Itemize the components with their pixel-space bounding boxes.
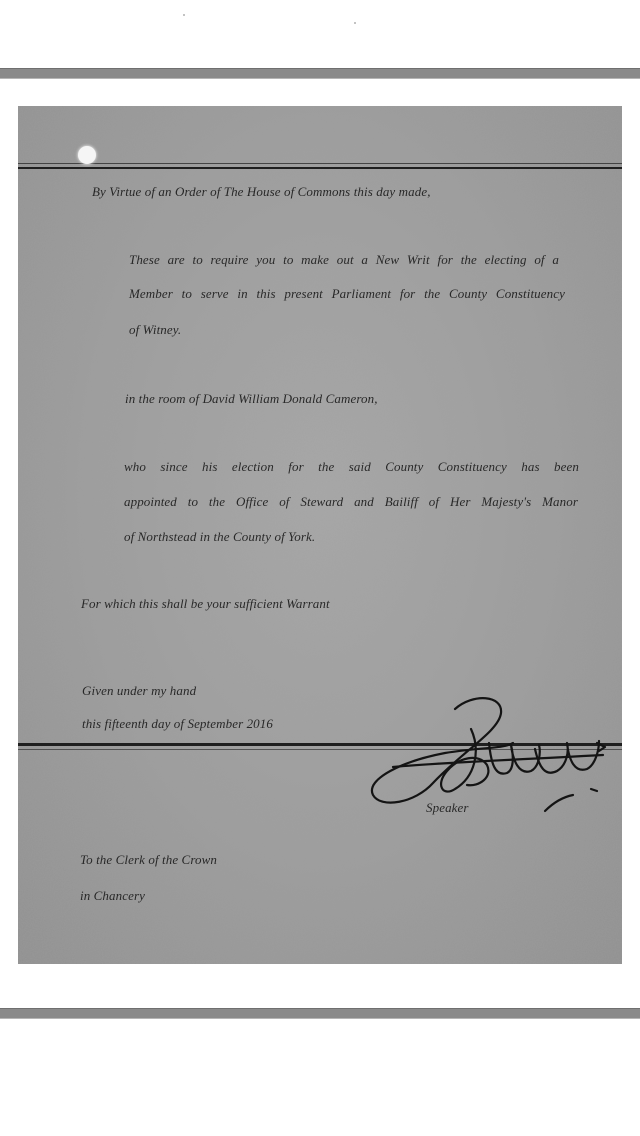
speaker-signature — [363, 691, 613, 821]
date-line: this fifteenth day of September 2016 — [82, 716, 273, 731]
viewer-bottom-divider — [0, 1008, 640, 1019]
given-under-hand-line: Given under my hand — [82, 683, 197, 698]
scan-noise-texture — [18, 106, 622, 964]
writ-paragraph-line-2: Member to serve in this present Parliament for the County Constituency — [129, 286, 565, 301]
scanned-document-page[interactable] — [18, 106, 622, 964]
addressee-line-1: To the Clerk of the Crown — [80, 852, 217, 867]
in-the-room-line: in the room of David William Donald Cameron, — [125, 391, 378, 406]
appointment-paragraph-line-2: appointed to the Office of Steward and Bailiff of Her Majesty's Manor — [124, 494, 578, 509]
writ-paragraph-line-1: These are to require you to make out a New Writ for the electing of a — [129, 252, 559, 267]
header-rule-thin — [18, 163, 622, 164]
punch-hole — [78, 146, 96, 164]
header-rule — [18, 167, 622, 169]
appointment-paragraph-line-1: who since his election for the said County Constituency has been — [124, 459, 579, 474]
addressee-line-2: in Chancery — [80, 888, 146, 903]
dust-speck — [183, 14, 185, 16]
warrant-line: For which this shall be your sufficient Warrant — [81, 596, 330, 611]
viewer-top-divider — [0, 68, 640, 79]
opening-line: By Virtue of an Order of The House of Commons this day made, — [92, 184, 431, 199]
writ-paragraph-line-3: of Witney. — [129, 322, 182, 337]
dust-speck — [354, 22, 356, 24]
appointment-paragraph-line-3: of Northstead in the County of York. — [124, 529, 316, 544]
speaker-title: Speaker — [426, 800, 469, 815]
